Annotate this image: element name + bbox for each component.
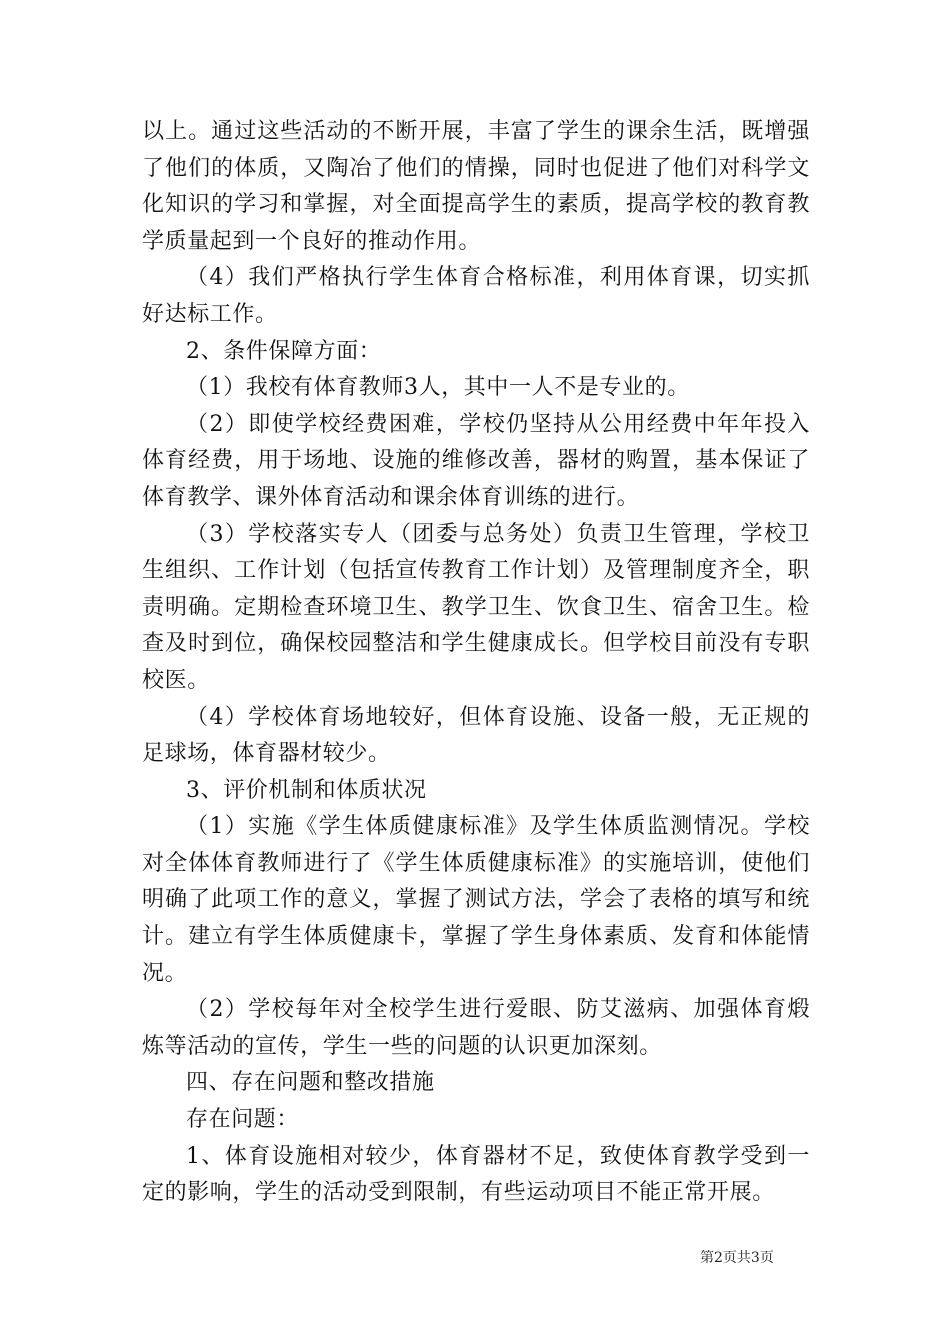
paragraph-1: 以上。通过这些活动的不断开展，丰富了学生的课余生活，既增强了他们的体质，又陶冶了他们的情操，同时也促进了他们对科学文化知识的学习和掌握，对全面提高学生的素质，提高学校的教育教学质量起到一个良好的推动作用。 (142, 119, 810, 254)
paragraph-13: 1、体育设施相对较少，体育器材不足，致使体育教学受到一定的影响，学生的活动受到限制，有些运动项目不能正常开展。 (142, 1143, 810, 1206)
section-heading-problems: 四、存在问题和整改措施 (186, 1070, 435, 1096)
paragraph-6: （3）学校落实专人（团委与总务处）负责卫生管理，学校卫生组织、工作计划（包括宣传教育工作计划）及管理制度齐全，职责明确。定期检查环境卫生、教学卫生、饮食卫生、宿舍卫生。检查及时到位，确保校园整洁和学生健康成长。但学校目前没有专职校医。 (142, 521, 810, 693)
section-heading-evaluation: 3、评价机制和体质状况 (186, 777, 427, 803)
paragraph-7: （4）学校体育场地较好，但体育设施、设备一般，无正规的足球场，体育器材较少。 (142, 704, 810, 767)
page-number-footer: 第2页共3页 (700, 1250, 774, 1266)
document-body (142, 114, 810, 1212)
paragraph-10: （2）学校每年对全校学生进行爱眼、防艾滋病、加强体育煅炼等活动的宣传，学生一些的问题的认识更加深刻。 (142, 997, 810, 1059)
paragraph-9: （1）实施《学生体质健康标准》及学生体质监测情况。学校对全体体育教师进行了《学生体质健康标准》的实施培训，使他们明确了此项工作的意义，掌握了测试方法，学会了表格的填写和统计。建立有学生体质健康卡，掌握了学生身体素质、发育和体能情况。 (142, 814, 810, 986)
subheading-existing-problems: 存在问题： (186, 1107, 300, 1133)
paragraph-2: （4）我们严格执行学生体育合格标准，利用体育课，切实抓好达标工作。 (142, 265, 810, 327)
paragraph-4: （1）我校有体育教师3人，其中一人不是专业的。 (186, 375, 690, 401)
paragraph-5: （2）即使学校经费困难，学校仍坚持从公用经费中年年投入体育经费，用于场地、设施的维修改善，器材的购置，基本保证了体育教学、课外体育活动和课余体育训练的进行。 (142, 411, 810, 510)
section-heading-conditions: 2、条件保障方面： (186, 338, 382, 364)
